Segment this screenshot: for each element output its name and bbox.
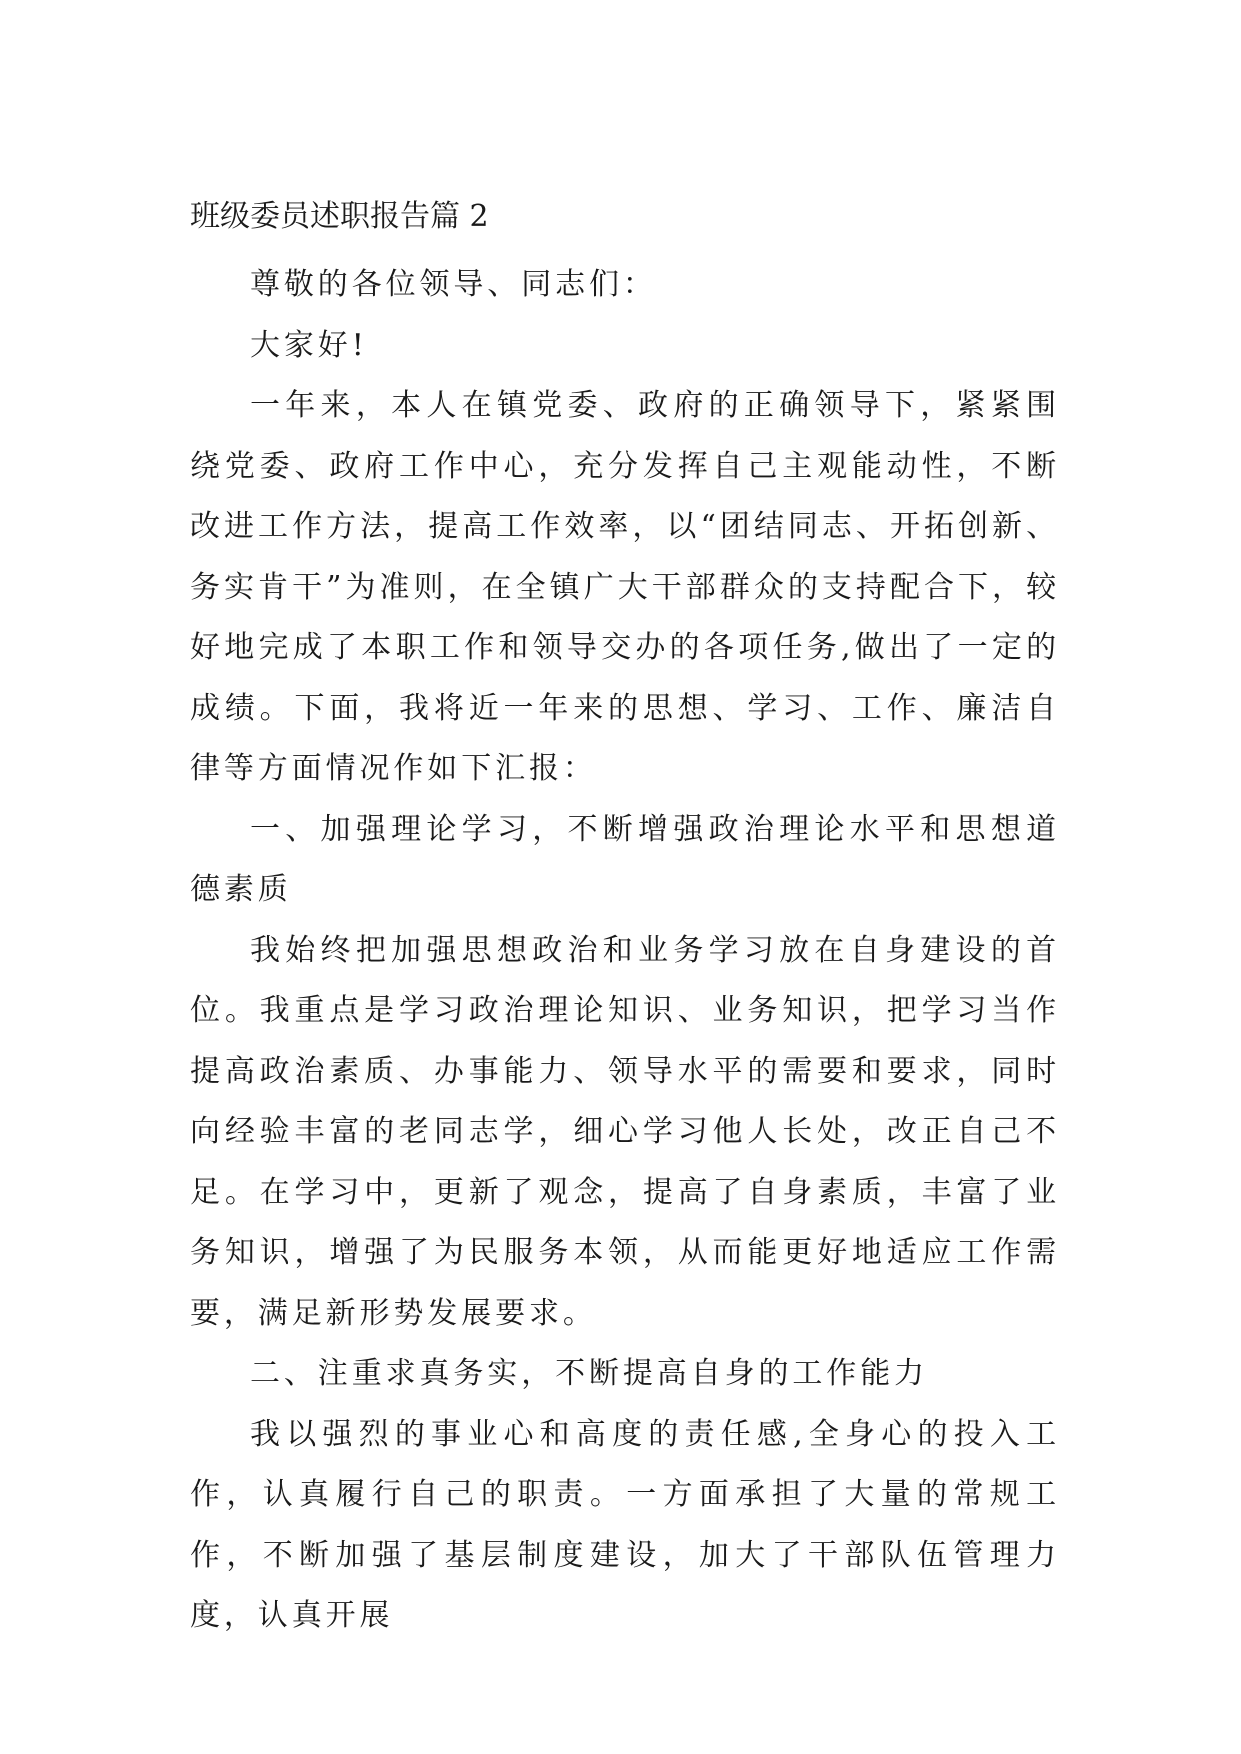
section-1-paragraph: 我始终把加强思想政治和业务学习放在自身建设的首位。我重点是学习政治理论知识、业务知识，把学习当作提高政治素质、办事能力、领导水平的需要和要求，同时向经验丰富的老同志学，细心学习他人长处，改正自己不足。在学习中，更新了观念，提高了自身素质，丰富了业务知识，增强了为民服务本领，从而能更好地适应工作需要，满足新形势发展要求。 <box>190 932 1060 1331</box>
section-heading-2: 二、注重求真务实，不断提高自身的工作能力 <box>250 1356 928 1391</box>
salutation-paragraph: 尊敬的各位领导、同志们： <box>250 267 657 302</box>
document-body <box>190 255 1060 1647</box>
intro-paragraph: 一年来，本人在镇党委、政府的正确领导下，紧紧围绕党委、政府工作中心，充分发挥自己主观能动性，不断改进工作方法，提高工作效率，以“团结同志、开拓创新、务实肯干”为准则，在全镇广大干部群众的支持配合下，较好地完成了本职工作和领导交办的各项任务,做出了一定的成绩。下面，我将近一年来的思想、学习、工作、廉洁自律等方面情况作如下汇报： <box>190 388 1060 786</box>
greeting-paragraph: 大家好! <box>250 327 368 363</box>
section-heading-1: 一、加强理论学习，不断增强政治理论水平和思想道德素质 <box>190 811 1060 907</box>
document-title: 班级委员述职报告篇 2 <box>190 199 489 234</box>
section-2-paragraph: 我以强烈的事业心和高度的责任感,全身心的投入工作，认真履行自己的职责。一方面承担了大量的常规工作，不断加强了基层制度建设，加大了干部队伍管理力度，认真开展 <box>190 1416 1060 1633</box>
